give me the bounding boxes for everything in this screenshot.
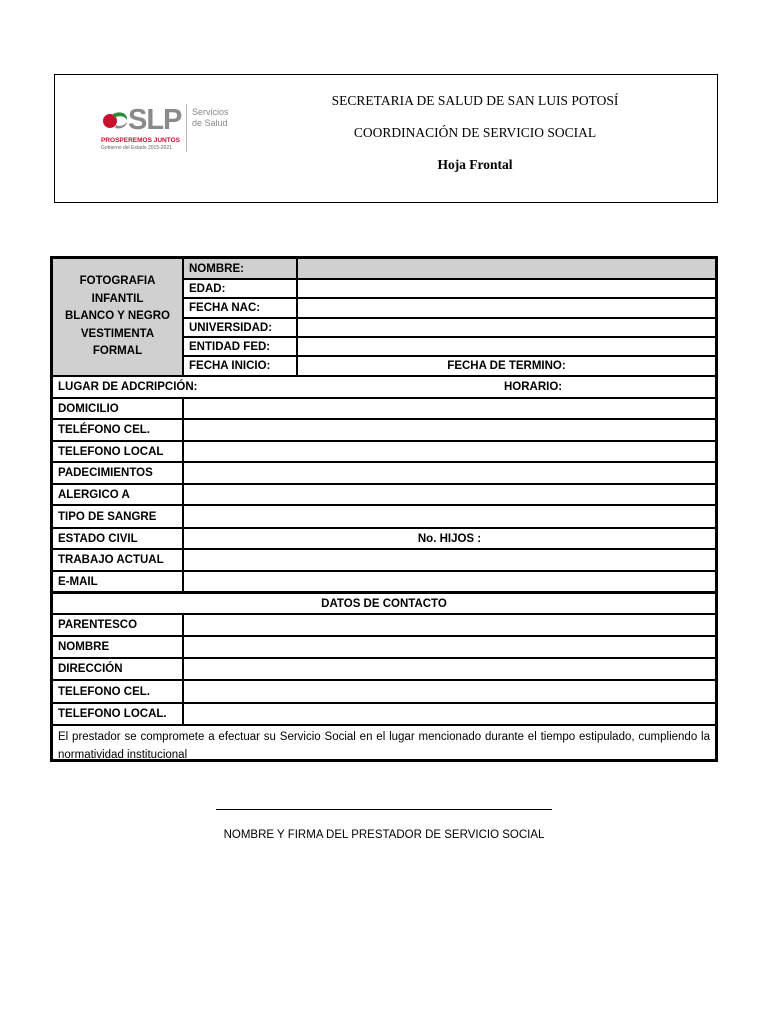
servicios-line-1: Servicios: [192, 107, 229, 117]
no-hijos-label: No. HIJOS :: [183, 528, 716, 549]
lugar-row[interactable]: [52, 376, 716, 398]
logo-slogan: PROSPEREMOS JUNTOS: [101, 137, 180, 144]
edad-label: EDAD:: [183, 279, 297, 298]
email-field[interactable]: [183, 571, 716, 592]
header-title-hoja-frontal: Hoja Frontal: [437, 157, 513, 172]
signature-label: NOMBRE Y FIRMA DEL PRESTADOR DE SERVICIO SOCIAL: [223, 829, 545, 841]
universidad-field[interactable]: [297, 318, 716, 337]
entidad-field[interactable]: [297, 337, 716, 356]
tipo-sangre-field[interactable]: [183, 505, 716, 528]
domicilio-field[interactable]: [183, 398, 716, 419]
alergico-label: ALERGICO A: [52, 484, 183, 505]
trabajo-actual-label: TRABAJO ACTUAL: [52, 549, 183, 571]
telefono-local-field[interactable]: [183, 441, 716, 462]
fecha-nac-field[interactable]: [297, 298, 716, 318]
photo-line: FORMAL: [92, 345, 143, 358]
contacto-telefono-local-field[interactable]: [183, 703, 716, 725]
photo-line: BLANCO Y NEGRO: [64, 310, 170, 323]
contacto-telefono-cel-field[interactable]: [183, 680, 716, 703]
compromiso-text: El prestador se compromete a efectuar su Servicio Social en el lugar mencionado durante el tiempo estipulado, cumpliendo la normatividad institucional: [52, 725, 716, 760]
slp-logo-mark-icon: [101, 108, 129, 134]
padecimientos-field[interactable]: [183, 462, 716, 484]
slp-brand-text: SLP: [128, 104, 182, 136]
document-header: [54, 74, 718, 203]
contacto-nombre-field[interactable]: [183, 636, 716, 658]
contacto-telefono-cel-label: TELEFONO CEL.: [52, 680, 183, 703]
signature-line[interactable]: [216, 809, 552, 810]
email-label: E-MAIL: [52, 571, 183, 592]
parentesco-field[interactable]: [183, 614, 716, 636]
servicios-de-salud-text: [192, 107, 229, 129]
photo-line: FOTOGRAFIA: [79, 275, 156, 288]
servicios-line-2: de Salud: [192, 118, 228, 128]
photo-placeholder: [52, 258, 183, 376]
universidad-label: UNIVERSIDAD:: [183, 318, 297, 337]
logo-divider: [186, 104, 187, 152]
domicilio-label: DOMICILIO: [52, 398, 183, 419]
nombre-field[interactable]: [297, 258, 716, 279]
contacto-direccion-label: DIRECCIÓN: [52, 658, 183, 680]
photo-line: INFANTIL: [91, 292, 144, 305]
trabajo-actual-field[interactable]: [183, 549, 716, 571]
entidad-label: ENTIDAD FED:: [183, 337, 297, 356]
registration-form: [50, 256, 718, 762]
edad-field[interactable]: [297, 279, 716, 298]
alergico-field[interactable]: [183, 484, 716, 505]
parentesco-label: PARENTESCO: [52, 614, 183, 636]
header-title-secretaria: SECRETARIA DE SALUD DE SAN LUIS POTOSÍ: [331, 93, 619, 108]
estado-civil-label: ESTADO CIVIL: [52, 528, 183, 549]
header-title-coordinacion: COORDINACIÓN DE SERVICIO SOCIAL: [353, 125, 597, 140]
nombre-label: NOMBRE:: [183, 258, 297, 279]
horario-label: HORARIO:: [504, 381, 563, 393]
fecha-inicio-label: FECHA INICIO:: [183, 356, 297, 376]
datos-contacto-title: DATOS DE CONTACTO: [52, 592, 716, 614]
fecha-termino-label: FECHA DE TERMINO:: [297, 356, 716, 376]
slp-logo: [101, 100, 241, 156]
telefono-cel-field[interactable]: [183, 419, 716, 441]
contacto-direccion-field[interactable]: [183, 658, 716, 680]
logo-gobierno: Gobierno del Estado 2015-2021: [101, 145, 172, 151]
contacto-nombre-label: NOMBRE: [52, 636, 183, 658]
tipo-sangre-label: TIPO DE SANGRE: [52, 505, 183, 528]
fecha-nac-label: FECHA NAC:: [183, 298, 297, 318]
contacto-telefono-local-label: TELEFONO LOCAL.: [52, 703, 183, 725]
telefono-cel-label: TELÉFONO CEL.: [52, 419, 183, 441]
lugar-label: LUGAR DE ADCRIPCIÓN:: [58, 381, 198, 393]
photo-line: VESTIMENTA: [80, 327, 155, 340]
padecimientos-label: PADECIMIENTOS: [52, 462, 183, 484]
telefono-local-label: TELEFONO LOCAL: [52, 441, 183, 462]
